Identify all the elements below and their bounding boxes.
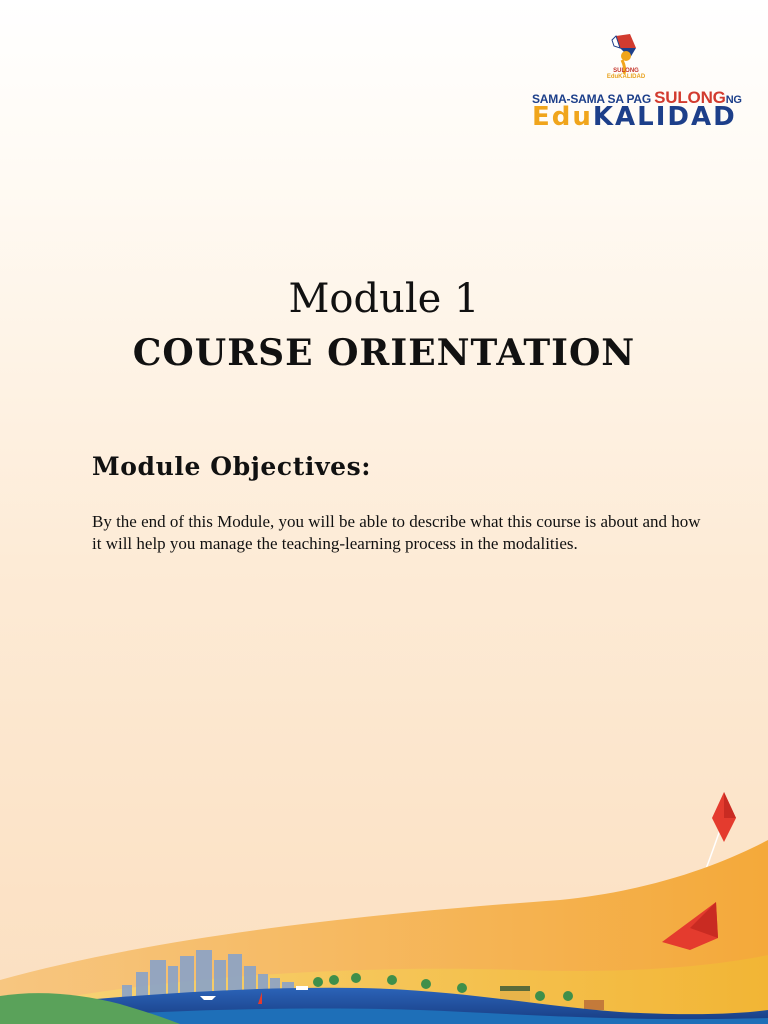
badge-line1: SULONG [613, 68, 639, 74]
edukalidad-logo [528, 32, 742, 132]
tagline-sulong: SULONG [654, 88, 726, 107]
badge-line2: EduKALIDAD [606, 74, 646, 80]
objectives-heading: Module Objectives: [92, 452, 372, 481]
logo-brand [532, 102, 737, 132]
brand-kalidad: KALIDAD [592, 102, 737, 132]
brand-edu: Edu [532, 102, 593, 132]
objectives-text: By the end of this Module, you will be able to describe what this course is about and how it will help you manage the teaching-learning process in the modalities. [92, 512, 701, 553]
tagline-ng: NG [725, 94, 742, 106]
landscape-illustration [0, 760, 768, 1024]
badge-label [598, 68, 654, 80]
module-number: Module 1 [288, 276, 480, 322]
red-kite-top-icon [712, 792, 736, 842]
module-title: COURSE ORIENTATION [132, 332, 636, 374]
tagline-prefix: SAMA-SAMA SA PAG [532, 92, 655, 106]
